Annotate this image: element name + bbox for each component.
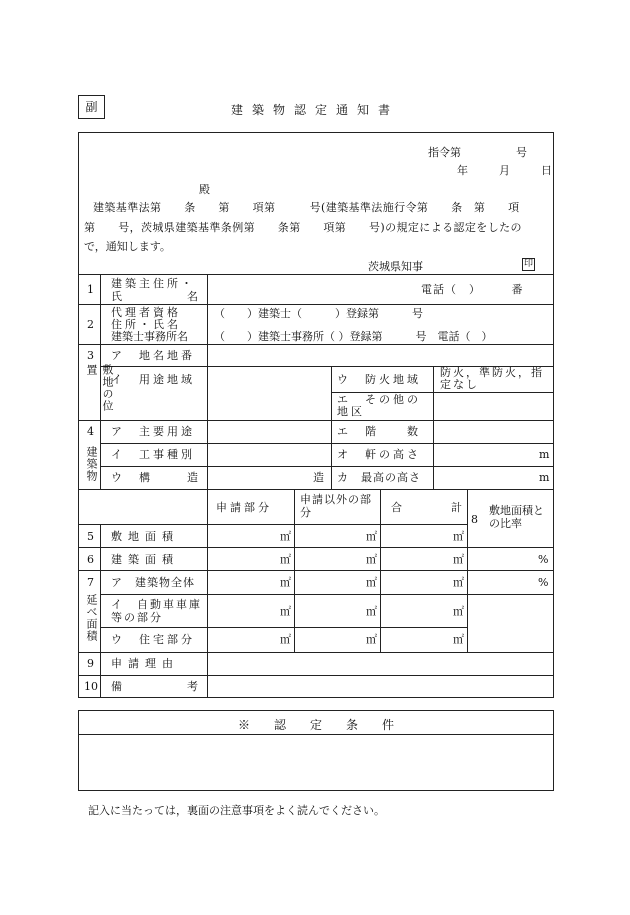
row3-num: 3 [87,349,94,362]
rule-area-head [78,489,554,490]
notice-body-line2: 第 号，茨城県建築基準条例第 条第 項第 号)の規定による認定をしたの [84,221,522,234]
row5-num: 5 [87,530,94,543]
row5-unit-1: ㎡ [280,530,291,543]
rule-bldg-u [100,466,554,467]
rule-r4-top [78,420,554,421]
rule-r5-top [78,524,468,525]
rule-r3-top [78,344,554,345]
area-col-total-b: 計 [451,501,462,514]
issuer: 茨城県知事 [368,260,423,273]
bldg-o-unit: m [539,448,550,461]
row2-label-b: 住所・氏名 [111,318,181,331]
rule-r2-top [78,304,554,305]
rule-val-col-bldg [433,420,434,489]
rule-mid-col-bldg [331,420,332,489]
row7-a-unit-3: ㎡ [453,576,464,589]
bldg-o-label: オ 軒の高さ [337,448,421,461]
site-a-label: ア 地名地番 [111,349,195,362]
rule-area-col2 [380,489,381,652]
site-u-label: ウ 防火地域 [337,373,421,386]
issue-date: 年 月 日 [457,164,555,177]
row7-u-unit-2: ㎡ [366,633,377,646]
row7-i-label: イ 自動車車庫等の部分 [111,598,202,624]
conditions-rule [78,734,554,735]
row9-num: 9 [87,657,94,670]
row7-a-label: ア 建築物全体 [111,576,195,589]
row1-num: 1 [87,283,94,296]
rule-num-col-2 [100,524,101,698]
rule-label-col [207,274,208,698]
row5-unit-3: ㎡ [453,530,464,543]
area-col-ratio-num: 8 [471,513,478,526]
row7-u-label: ウ 住宅部分 [111,633,195,646]
rule-r7-i [100,594,554,595]
row10-num: 10 [84,680,98,693]
bldg-a-label: ア 主要用途 [111,425,195,438]
site-i-label: イ 用途地域 [111,373,195,386]
area-col-total-a: 合 [391,501,402,514]
row9-label: 申請理由 [111,657,179,670]
conditions-title: ※ 認 定 条 件 [237,718,394,732]
row2-num: 2 [87,318,94,331]
rule-area-col1 [294,489,295,652]
bldg-i-label: イ 工事種別 [111,448,195,461]
row7-a-unit-pct: % [538,576,549,589]
seal-mark: 印 [523,259,533,269]
row7-a-unit-2: ㎡ [366,576,377,589]
row7-u-unit-1: ㎡ [280,633,291,646]
rule-area-col3 [467,489,468,652]
copy-mark: 副 [78,95,105,119]
row7-a-unit-1: ㎡ [280,576,291,589]
area-col-apply: 申請部分 [216,501,272,514]
row2-line1: （ ）建築士（ ）登録第 号 [214,307,423,320]
rule-r7-top [78,570,554,571]
footer-note: 記入に当たっては，裏面の注意事項をよく読んでください。 [88,804,385,817]
row4-num: 4 [87,425,94,438]
row7-i-unit-3: ㎡ [453,605,464,618]
bldg-u-label-a: ウ 構 [111,471,153,484]
row1-phone: 電話（ ） 番 [421,283,524,296]
bldg-e-label: エ 階 数 [337,425,421,438]
rule-mid-col-site [331,366,332,420]
row6-unit-3: ㎡ [453,553,464,566]
row7-i-unit-2: ㎡ [366,605,377,618]
row2-label-a: 代理者資格 [111,306,181,319]
row6-num: 6 [87,553,94,566]
rule-val-col-site [433,366,434,420]
bldg-ka-label: カ 最高の高さ [337,471,421,484]
row6-unit-2: ㎡ [366,553,377,566]
rule-bldg-i [100,443,554,444]
row1-label-b1: 氏 [111,290,122,303]
area-col-other: 申請以外の部分 [300,493,372,519]
rule-r1-top [78,274,554,275]
row6-label: 建築面積 [111,553,179,566]
row10-label-b: 考 [187,680,198,693]
bldg-u-unit: 造 [313,471,324,484]
notice-body-line3: で，通知します。 [84,240,171,253]
row5-unit-2: ㎡ [366,530,377,543]
bldg-ka-unit: m [539,471,550,484]
row1-label-a: 建築主住所・ [111,277,195,290]
page-title: 建築物認定通知書 [230,103,399,117]
rule-r7-u [100,627,467,628]
addressee: 殿 [199,183,210,196]
order-number: 指令第 号 [428,146,527,159]
row6-unit-pct: % [538,553,549,566]
row2-label-c: 建築士事務所名 [111,330,188,343]
row6-unit-1: ㎡ [280,553,291,566]
row10-label-a: 備 [111,680,122,693]
row7-num: 7 [87,576,94,589]
row7-u-unit-3: ㎡ [453,633,464,646]
rule-r9-top [78,652,554,653]
rule-r6-top [78,547,554,548]
bldg-u-label-b: 造 [187,471,198,484]
notice-body-line1: 建築基準法第 条 第 項第 号(建築基準法施行令第 条 第 項 [93,201,520,214]
area-col-ratio: 敷地面積との比率 [489,504,544,530]
bldg-vlabel: 建築物 [85,446,98,482]
row5-label: 敷地面積 [111,530,179,543]
row1-label-b2: 名 [187,290,198,303]
site-e-label: エ その他の地区 [337,393,421,418]
row2-line3: （ ）建築士事務所（ ）登録第 号 電話（ ） [214,330,493,343]
row7-i-unit-1: ㎡ [280,605,291,618]
site-vlabel: 敷地の位置 [85,364,114,412]
rule-r10-top [78,675,554,676]
site-u-value: 防火，準防火，指定なし [440,366,544,391]
floor-vlabel: 延べ面積 [85,594,98,642]
